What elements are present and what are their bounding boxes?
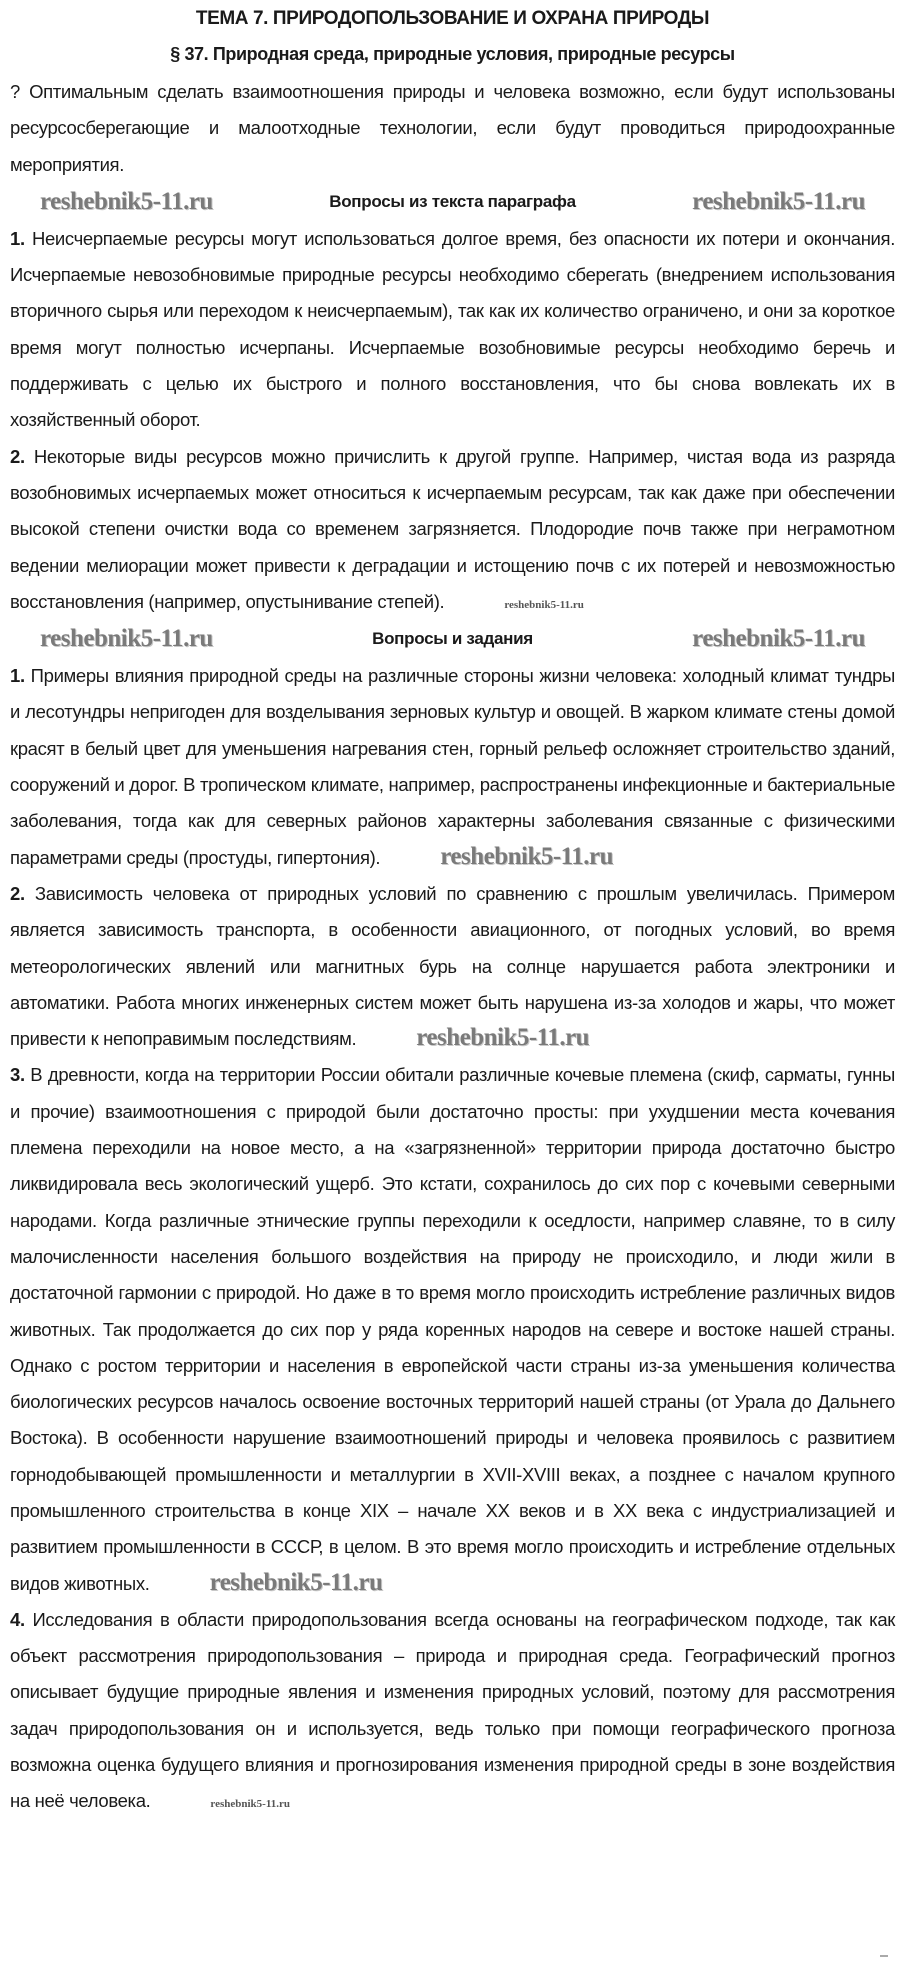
section-heading-row — [10, 620, 895, 658]
document-page — [10, 0, 895, 1820]
answer-item — [10, 1602, 895, 1820]
item-text: Примеры влияния природной среды на различные стороны жизни человека: холодный климат тундры и лесотундры непригоден для возделывания зерновых культур и овощей. В жарком климате стены домой красят в белый цвет для уменьшения нагревания стен, горный рельеф осложняет строительство зданий, сооружений и дорог. В тропическом климате, например, распространены инфекционные и бактериальные заболевания, тогда как для северных районов характерны заболевания связанные с физическими параметрами среды (простуды, гипертония). — [10, 665, 896, 868]
item-text: Зависимость человека от природных условий по сравнению с прошлым увеличилась. Примером является зависимость транспорта, в особенности авиационного, от погодных условий, во время метеорологических явлений или магнитных бурь на солнце нарушается работа электроники и автоматики. Работа многих инженерных систем может быть нарушена из-за холодов и жары, что может привести к непоправимым последствиям. — [10, 882, 895, 1050]
watermark: reshebnik5-11.ru — [209, 1568, 383, 1596]
section-heading-tasks: Вопросы и задания — [372, 629, 533, 649]
intro-answer: ? Оптимальным сделать взаимоотношения природы и человека возможно, если будут использованы ресурсосберегающие и малоотходные технологии, если будут проводиться природоохранные мероприятия. — [10, 81, 895, 175]
watermark: reshebnik5-11.ru — [40, 625, 213, 653]
item-number: 2. — [10, 882, 25, 904]
watermark: reshebnik5-11.ru — [692, 625, 865, 653]
topic-title: ТЕМА 7. ПРИРОДОПОЛЬЗОВАНИЕ И ОХРАНА ПРИРОДЫ — [195, 8, 710, 29]
item-number: 3. — [10, 1064, 25, 1086]
item-text: Некоторые виды ресурсов можно причислить к другой группе. Например, чистая вода из разряда возобновимых исчерпаемых может относиться к исчерпаемым ресурсам, так как даже при обеспечении высокой степени очистки вода со временем загрязняется. Плодородие почв также при неграмотном ведении мелиорации может привести к деградации и истощению почв с их потерей и невозможностью восстановления (например, опустынивание степей). — [10, 445, 895, 612]
answer-item — [10, 658, 895, 876]
answer-item — [10, 1057, 895, 1601]
item-number: 4. — [10, 1608, 25, 1630]
section-heading-row — [10, 183, 895, 221]
item-number: 2. — [10, 445, 25, 467]
watermark: reshebnik5-11.ru — [210, 1798, 290, 1811]
watermark: reshebnik5-11.ru — [416, 1024, 590, 1052]
watermark: reshebnik5-11.ru — [40, 187, 213, 215]
paragraph-title: § 37. Природная среда, природные условия, природные ресурсы — [170, 44, 735, 64]
page-mark — [880, 1955, 888, 1957]
watermark: reshebnik5-11.ru — [504, 598, 584, 611]
item-number: 1. — [10, 227, 25, 249]
watermark: reshebnik5-11.ru — [440, 842, 614, 870]
item-text: Исследования в области природопользования всегда основаны на географическом подходе, так как объект рассмотрения природопользования – природа и природная среда. Географический прогноз описывает будущие природные явления и изменения природных условий, поэтому для рассмотрения задач природопользования он и используется, ведь только при помощи географического прогноза возможна оценка будущего влияния и прогнозирования изменения природной среды в зоне воздействия на неё человека. — [10, 1608, 895, 1812]
watermark: reshebnik5-11.ru — [692, 187, 865, 215]
answer-item — [10, 439, 895, 620]
item-text: Неисчерпаемые ресурсы могут использоваться долгое время, без опасности их потери и окончания. Исчерпаемые невозобновимые природные ресурсы необходимо сберегать (внедрением использования вторичного сырья или переходом к неисчерпаемым), так как их количество ограничено, и они за короткое время могут полностью исчерпаны. Исчерпаемые возобновимые ресурсы необходимо беречь и поддерживать с целью их быстрого и полного восстановления, что бы снова вовлекать их в хозяйственный оборот. — [10, 227, 895, 431]
answer-item — [10, 876, 895, 1057]
answer-item — [10, 221, 895, 439]
section-heading-text-questions: Вопросы из текста параграфа — [329, 191, 576, 211]
item-text: В древности, когда на территории России обитали различные кочевые племена (скиф, сарматы, гунны и прочие) взаимоотношения с природой были достаточно просты: при ухудшении места кочевания племена переходили на новое место, а на «загрязненной» территории природа достаточно быстро ликвидировала весь экологический ущерб. Это кстати, сохранилось до сих пор с кочевыми северными народами. Когда различные этнические группы переходили к оседлости, например славяне, то в силу малочисленности населения большого воздействия на природу не происходило, и люди жили в достаточной гармонии с природой. Но даже в то время могло происходить истребление различных видов животных. Так продолжается до сих пор у ряда коренных народов на севере и востоке нашей страны. Однако с ростом территории и населения в европейской части страны из-за уменьшения количества биологических ресурсов началось освоение восточных территорий нашей страны (от Урала до Дальнего Востока). В особенности нарушение взаимоотношений природы и человека проявилось с развитием горнодобывающей промышленности и металлургии в XVII-XVIII веках, а позднее с началом крупного промышленного строительства в конце XIX – начале XX веков и в XX века с индустриализацией и развитием промышленности в СССР, в целом. В это время могло происходить и истребление отдельных видов животных. — [10, 1064, 895, 1594]
item-number: 1. — [10, 665, 25, 687]
